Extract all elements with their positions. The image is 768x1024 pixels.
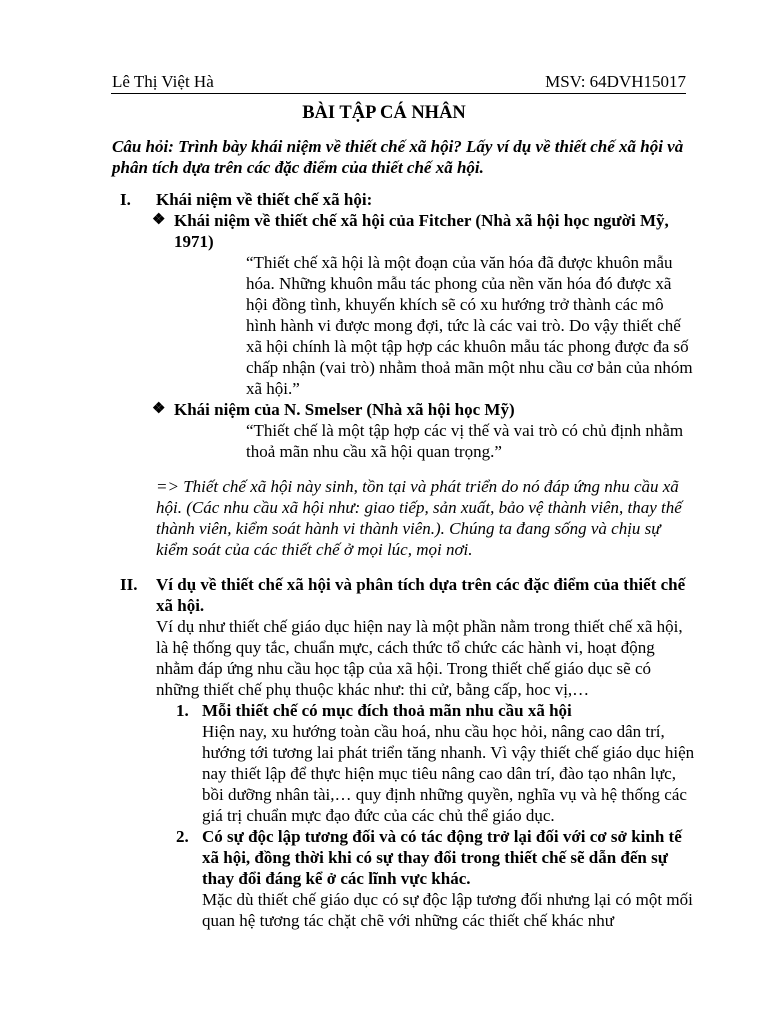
section-1-number: I. bbox=[120, 190, 131, 209]
bullet-fitcher bbox=[152, 210, 696, 252]
section-1-title: Khái niệm về thiết chế xã hội: bbox=[156, 190, 373, 209]
section-2-heading bbox=[112, 574, 696, 616]
diamond-bullet-icon: ❖ bbox=[152, 401, 166, 417]
list-item-heading: Mỗi thiết chế có mục đích thoả mãn nhu cầu xã hội bbox=[202, 701, 572, 720]
smelser-quote: “Thiết chế là một tập hợp các vị thế và vai trò có chủ định nhằm thoả mãn nhu cầu xã hội quan trọng.” bbox=[246, 421, 684, 461]
header-divider bbox=[111, 93, 686, 94]
list-item-heading: Có sự độc lập tương đối và có tác động trở lại đối với cơ sở kinh tế xã hội, đồng thời khi có sự thay đổi trong thiết chế sẽ dẫn đến sự thay đổi đáng kể ở các lĩnh vực khác. bbox=[202, 827, 682, 888]
assignment-question: Câu hỏi: Trình bày khái niệm về thiết chế xã hội? Lấy ví dụ về thiết chế xã hội và phân tích dựa trên các đặc điểm của thiết chế xã hội. bbox=[112, 137, 684, 177]
document-body bbox=[112, 132, 696, 931]
fitcher-quote: “Thiết chế xã hội là một đoạn của văn hóa đã được khuôn mẫu hóa. Những khuôn mẫu tác phong của nền văn hóa đó được xã hội đồng tình, khuyến khích sẽ có xu hướng trở thành các mô hình hành vi được mong đợi, tức là các vai trò. Do vậy thiết chế xã hội chính là một tập hợp các khuôn mẫu tác phong được đa số chấp nhận (vai trò) nhằm thoả mãn một nhu cầu cơ bản của nhóm xã hội.” bbox=[246, 253, 693, 398]
list-item bbox=[176, 826, 696, 889]
page-header bbox=[112, 68, 686, 92]
section-2-title: Ví dụ về thiết chế xã hội và phân tích dựa trên các đặc điểm của thiết chế xã hội. bbox=[156, 575, 686, 615]
list-item bbox=[176, 700, 696, 721]
author-name: Lê Thị Việt Hà bbox=[112, 72, 214, 91]
student-id: MSV: 64DVH15017 bbox=[545, 72, 686, 91]
list-item-body: Hiện nay, xu hướng toàn cầu hoá, nhu cầu học hỏi, nâng cao dân trí, hướng tới tương lai phát triển tăng nhanh. Vì vậy thiết chế giáo dục hiện nay thiết lập để thực hiện mục tiêu nâng cao dân trí, đào tạo nhân lực, bồi dưỡng nhân tài,… quy định những quyền, nghĩa vụ và hệ thống các giá trị chuẩn mực đạo đức của các chủ thể giáo dục. bbox=[202, 722, 695, 825]
list-item-number: 2. bbox=[176, 827, 189, 846]
bullet-smelser bbox=[152, 399, 696, 420]
section-2-number: II. bbox=[120, 575, 138, 594]
diamond-bullet-icon: ❖ bbox=[152, 212, 166, 228]
bullet-smelser-heading: Khái niệm của N. Smelser (Nhà xã hội học Mỹ) bbox=[174, 400, 515, 419]
list-item-body: Mặc dù thiết chế giáo dục có sự độc lập tương đối nhưng lại có một mối quan hệ tương tác chặt chẽ với những các thiết chế khác như bbox=[202, 890, 693, 930]
section-2-intro: Ví dụ như thiết chế giáo dục hiện nay là một phần nằm trong thiết chế xã hội, là hệ thống quy tắc, chuẩn mực, cách thức tổ chức các hành vi, hoạt động nhằm đáp ứng nhu cầu học tập của xã hội. Trong thiết chế giáo dục sẽ có những thiết chế phụ thuộc khác như: thi cử, bằng cấp, hoc vị,… bbox=[156, 617, 683, 699]
page-title: BÀI TẬP CÁ NHÂN bbox=[302, 103, 466, 123]
section-1-heading bbox=[112, 189, 696, 210]
section-1-conclusion: => Thiết chế xã hội này sinh, tồn tại và phát triển do nó đáp ứng nhu cầu xã hội. (Các nhu cầu xã hội như: giao tiếp, sản xuất, bảo vệ thành viên, thay thế thành viên, kiểm soát hành vi thành viên.). Chúng ta đang sống và chịu sự kiểm soát của các thiết chế ở mọi lúc, mọi nơi. bbox=[156, 477, 682, 559]
list-item-number: 1. bbox=[176, 701, 189, 720]
bullet-fitcher-heading: Khái niệm về thiết chế xã hội của Fitcher (Nhà xã hội học người Mỹ, 1971) bbox=[174, 211, 669, 251]
